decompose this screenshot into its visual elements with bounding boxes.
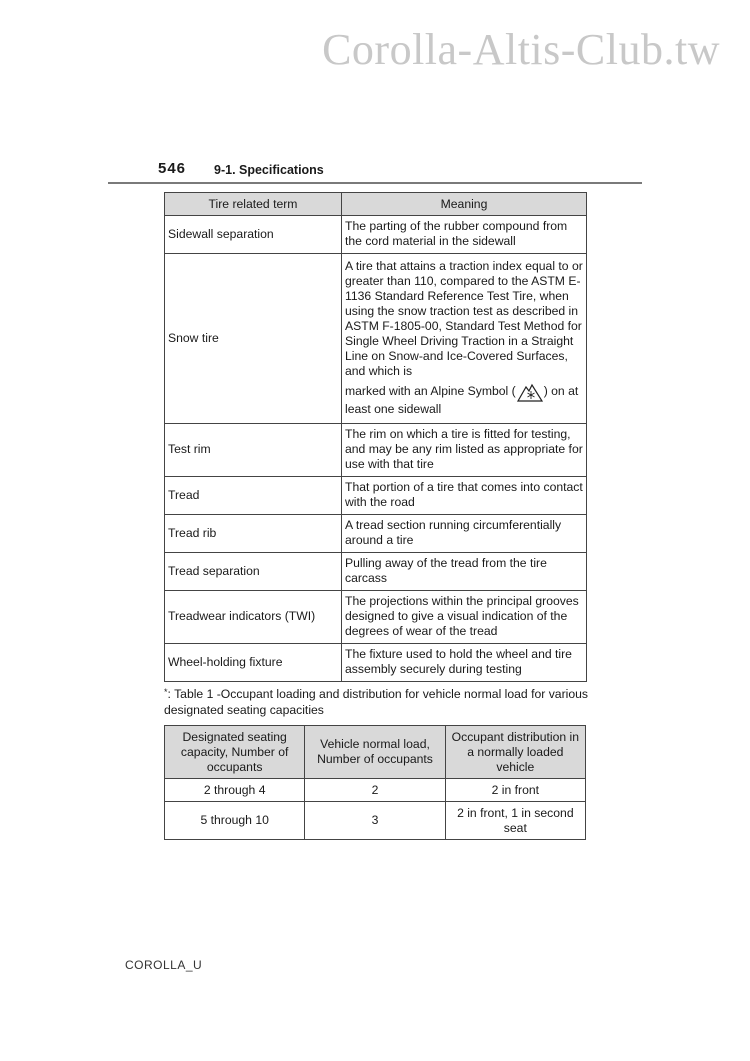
term-cell: Test rim (165, 424, 342, 477)
meaning-text-tail: marked with an Alpine Symbol ( (345, 384, 516, 399)
table-cell: 5 through 10 (165, 802, 305, 840)
meaning-cell (342, 254, 587, 424)
table-row (165, 424, 587, 477)
meaning-cell: The parting of the rubber compound from the cord material in the sidewall (342, 216, 587, 254)
table-row (165, 591, 587, 644)
footnote-marker: * (164, 687, 168, 697)
meaning-cell: That portion of a tire that comes into contact with the road (342, 477, 587, 515)
table-row (165, 515, 587, 553)
term-cell: Treadwear indicators (TWI) (165, 591, 342, 644)
section-title: 9-1. Specifications (214, 163, 324, 177)
meaning-text-end: ) on at least one sidewall (345, 384, 579, 416)
footer-model-code: COROLLA_U (125, 958, 203, 972)
table-cell: 2 in front (445, 779, 585, 802)
footnote (164, 686, 589, 718)
meaning-cell: The fixture used to hold the wheel and tire assembly securely during testing (342, 644, 587, 682)
table-header-row (165, 193, 587, 216)
table-row (165, 254, 587, 424)
table-row (165, 477, 587, 515)
meaning-text: A tire that attains a traction index equal to or greater than 110, compared to the ASTM E-1136 Standard Reference Test Tire, when using the snow traction test as described in ASTM F-1805-00, Standard Test Method for Single Wheel Driving Traction in a Straight Line on Snow-and Ice-Covered Surfaces, and which is (345, 259, 583, 378)
term-cell: Wheel-holding fixture (165, 644, 342, 682)
term-cell: Tread rib (165, 515, 342, 553)
alpine-snowflake-icon (517, 382, 543, 402)
meaning-cell: The projections within the principal grooves designed to give a visual indication of the degrees of wear of the tread (342, 591, 587, 644)
tire-terms-table (164, 192, 587, 682)
term-cell: Snow tire (165, 254, 342, 424)
term-cell: Tread (165, 477, 342, 515)
table-row (165, 216, 587, 254)
table-row (165, 553, 587, 591)
watermark: Corolla-Altis-Club.tw (322, 25, 720, 74)
meaning-cell: A tread section running circumferentially around a tire (342, 515, 587, 553)
table-row (165, 779, 586, 802)
table-cell: 2 through 4 (165, 779, 305, 802)
meaning-cell: Pulling away of the tread from the tire carcass (342, 553, 587, 591)
term-cell: Tread separation (165, 553, 342, 591)
footnote-text: : Table 1 -Occupant loading and distribution for vehicle normal load for various designated seating capacities (164, 687, 588, 717)
occupant-loading-table (164, 725, 586, 840)
column-header-distribution: Occupant distribution in a normally loaded vehicle (445, 726, 585, 779)
table-header-row (165, 726, 586, 779)
column-header-meaning: Meaning (342, 193, 587, 216)
term-cell: Sidewall separation (165, 216, 342, 254)
meaning-cell: The rim on which a tire is fitted for testing, and may be any rim listed as appropriate for use with that tire (342, 424, 587, 477)
header-divider (108, 182, 642, 184)
page-number: 546 (158, 160, 187, 177)
table-cell: 3 (305, 802, 445, 840)
table-row (165, 802, 586, 840)
table-cell: 2 in front, 1 in second seat (445, 802, 585, 840)
column-header-seating-capacity: Designated seating capacity, Number of occupants (165, 726, 305, 779)
column-header-term: Tire related term (165, 193, 342, 216)
table-row (165, 644, 587, 682)
table-cell: 2 (305, 779, 445, 802)
column-header-normal-load: Vehicle normal load, Number of occupants (305, 726, 445, 779)
